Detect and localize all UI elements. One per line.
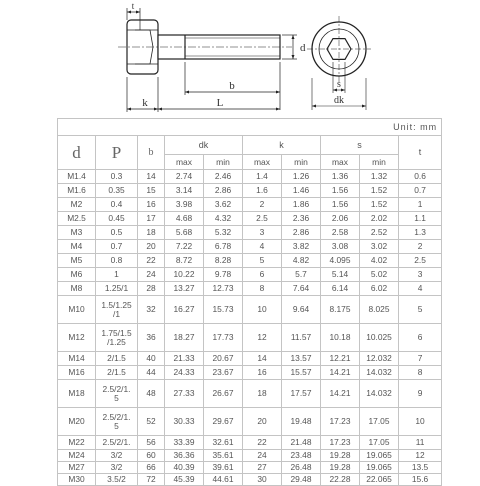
cell-k-min: 9.64 [282,296,321,324]
cell-k-max: 6 [243,268,282,282]
cell-k-max: 22 [243,436,282,450]
cell-P: 2.5/2/1. [96,436,138,450]
cell-dk-max: 16.27 [165,296,204,324]
cell-t: 13.5 [399,462,442,474]
cell-b: 20 [138,240,165,254]
cell-k-max: 14 [243,352,282,366]
header-s-min: min [360,155,399,170]
cell-dk-max: 3.14 [165,184,204,198]
cell-k-min: 2.36 [282,212,321,226]
cell-k-min: 26.48 [282,462,321,474]
label-L: L [216,97,224,109]
cell-dk-min: 2.86 [204,184,243,198]
table-row [58,380,442,408]
cell-P: 0.8 [96,254,138,268]
table-row [58,240,442,254]
unit-row [58,119,442,136]
cell-s-min: 14.032 [360,380,399,408]
cell-k-min: 1.26 [282,170,321,184]
cell-s-max: 1.56 [321,184,360,198]
cell-s-max: 1.56 [321,198,360,212]
cell-k-max: 5 [243,254,282,268]
cell-k-min: 17.57 [282,380,321,408]
cell-k-min: 3.82 [282,240,321,254]
cell-P: 2/1.5 [96,352,138,366]
cell-b: 36 [138,324,165,352]
header-row-groups [58,136,442,155]
cell-d: M8 [58,282,96,296]
cell-P: 2.5/2/1. 5 [96,408,138,436]
cell-s-min: 2.52 [360,226,399,240]
cell-t: 1 [399,198,442,212]
cell-d: M18 [58,380,96,408]
cell-dk-max: 7.22 [165,240,204,254]
cell-d: M1.6 [58,184,96,198]
cell-s-max: 17.23 [321,436,360,450]
cell-s-min: 12.032 [360,352,399,366]
cell-P: 0.35 [96,184,138,198]
cell-s-max: 14.21 [321,380,360,408]
header-dk-min: min [204,155,243,170]
cell-k-max: 3 [243,226,282,240]
cell-dk-max: 30.33 [165,408,204,436]
cell-dk-max: 33.39 [165,436,204,450]
cell-s-max: 2.06 [321,212,360,226]
cell-t: 1.1 [399,212,442,226]
cell-dk-min: 6.78 [204,240,243,254]
cell-k-min: 5.7 [282,268,321,282]
cell-b: 44 [138,366,165,380]
header-s-max: max [321,155,360,170]
table-row [58,296,442,324]
cell-s-min: 4.02 [360,254,399,268]
cell-t: 12 [399,450,442,462]
table-row [58,254,442,268]
table-row [58,198,442,212]
cell-s-min: 22.065 [360,474,399,486]
cell-s-min: 17.05 [360,436,399,450]
cell-s-min: 1.52 [360,184,399,198]
cell-d: M20 [58,408,96,436]
cell-dk-min: 39.61 [204,462,243,474]
cell-k-max: 1.6 [243,184,282,198]
label-s: s [337,79,341,90]
cell-dk-min: 9.78 [204,268,243,282]
cell-b: 15 [138,184,165,198]
cell-s-max: 3.08 [321,240,360,254]
label-b: b [229,80,235,92]
table-row [58,324,442,352]
cell-k-max: 10 [243,296,282,324]
cell-b: 28 [138,282,165,296]
cell-s-max: 6.14 [321,282,360,296]
cell-P: 0.4 [96,198,138,212]
cell-dk-min: 35.61 [204,450,243,462]
cell-d: M6 [58,268,96,282]
cell-k-max: 27 [243,462,282,474]
cell-s-max: 22.28 [321,474,360,486]
label-t: t [131,1,135,11]
cell-P: 0.45 [96,212,138,226]
header-k-max: max [243,155,282,170]
cell-s-min: 19.065 [360,450,399,462]
cell-k-max: 18 [243,380,282,408]
cell-t: 10 [399,408,442,436]
cell-s-min: 19.065 [360,462,399,474]
cell-P: 1.75/1.5 /1.25 [96,324,138,352]
cell-dk-min: 32.61 [204,436,243,450]
cell-k-min: 19.48 [282,408,321,436]
cell-b: 72 [138,474,165,486]
cell-t: 15.6 [399,474,442,486]
screw-drawing [0,0,480,118]
cell-d: M4 [58,240,96,254]
cell-d: M16 [58,366,96,380]
cell-t: 11 [399,436,442,450]
cell-dk-min: 26.67 [204,380,243,408]
cell-dk-min: 5.32 [204,226,243,240]
cell-k-min: 23.48 [282,450,321,462]
cell-s-max: 8.175 [321,296,360,324]
cell-P: 0.5 [96,226,138,240]
cell-dk-min: 2.46 [204,170,243,184]
cell-d: M2.5 [58,212,96,226]
cell-dk-max: 18.27 [165,324,204,352]
cell-k-max: 2 [243,198,282,212]
cell-k-min: 7.64 [282,282,321,296]
cell-b: 14 [138,170,165,184]
cell-dk-min: 4.32 [204,212,243,226]
table-row [58,366,442,380]
cell-d: M2 [58,198,96,212]
cell-dk-max: 21.33 [165,352,204,366]
cell-t: 9 [399,380,442,408]
cell-dk-min: 3.62 [204,198,243,212]
cell-b: 22 [138,254,165,268]
cell-k-min: 15.57 [282,366,321,380]
cell-s-min: 14.032 [360,366,399,380]
cell-dk-min: 29.67 [204,408,243,436]
table-row [58,226,442,240]
cell-dk-max: 8.72 [165,254,204,268]
cell-d: M5 [58,254,96,268]
cell-t: 1.3 [399,226,442,240]
cell-s-min: 10.025 [360,324,399,352]
header-k-min: min [282,155,321,170]
cell-dk-max: 45.39 [165,474,204,486]
cell-dk-max: 27.33 [165,380,204,408]
cell-t: 0.7 [399,184,442,198]
cell-s-max: 17.23 [321,408,360,436]
cell-t: 4 [399,282,442,296]
cell-k-min: 21.48 [282,436,321,450]
cell-s-min: 6.02 [360,282,399,296]
cell-dk-max: 36.36 [165,450,204,462]
cell-dk-max: 2.74 [165,170,204,184]
header-dk: dk [165,136,243,155]
cell-b: 48 [138,380,165,408]
cell-P: 3/2 [96,450,138,462]
cell-s-min: 17.05 [360,408,399,436]
cell-k-min: 13.57 [282,352,321,366]
cell-k-min: 4.82 [282,254,321,268]
cell-dk-max: 24.33 [165,366,204,380]
cell-b: 18 [138,226,165,240]
cell-s-min: 8.025 [360,296,399,324]
header-k: k [243,136,321,155]
cell-s-max: 19.28 [321,450,360,462]
cell-d: M22 [58,436,96,450]
table-row [58,212,442,226]
cell-d: M30 [58,474,96,486]
cell-k-min: 11.57 [282,324,321,352]
cell-b: 17 [138,212,165,226]
cell-P: 2/1.5 [96,366,138,380]
cell-dk-min: 17.73 [204,324,243,352]
cell-dk-min: 44.61 [204,474,243,486]
cell-k-max: 2.5 [243,212,282,226]
cell-b: 60 [138,450,165,462]
cell-s-max: 1.36 [321,170,360,184]
label-k: k [142,97,148,109]
cell-dk-max: 40.39 [165,462,204,474]
header-P: P [96,136,138,170]
label-dk: dk [334,95,344,106]
cell-b: 32 [138,296,165,324]
cell-s-max: 19.28 [321,462,360,474]
cell-s-max: 4.095 [321,254,360,268]
cell-dk-max: 5.68 [165,226,204,240]
cell-t: 3 [399,268,442,282]
cell-t: 2 [399,240,442,254]
cell-t: 8 [399,366,442,380]
cell-k-min: 1.86 [282,198,321,212]
cell-k-max: 20 [243,408,282,436]
table-row [58,170,442,184]
cell-dk-max: 4.68 [165,212,204,226]
cell-P: 2.5/2/1. 5 [96,380,138,408]
header-b: b [138,136,165,170]
table-row [58,462,442,474]
cell-P: 3.5/2 [96,474,138,486]
cell-k-max: 1.4 [243,170,282,184]
cell-P: 1.5/1.25 /1 [96,296,138,324]
cell-k-min: 1.46 [282,184,321,198]
cell-k-max: 16 [243,366,282,380]
cell-s-min: 2.02 [360,212,399,226]
cell-d: M27 [58,462,96,474]
table-row [58,282,442,296]
cell-k-max: 24 [243,450,282,462]
cell-t: 0.6 [399,170,442,184]
cell-b: 52 [138,408,165,436]
table-row [58,268,442,282]
cell-d: M12 [58,324,96,352]
cell-s-min: 3.02 [360,240,399,254]
cell-dk-min: 12.73 [204,282,243,296]
header-s: s [321,136,399,155]
cell-P: 1.25/1 [96,282,138,296]
cell-b: 16 [138,198,165,212]
cell-k-max: 30 [243,474,282,486]
cell-k-min: 29.48 [282,474,321,486]
table-row [58,450,442,462]
unit-label: Unit: mm [58,119,442,136]
cell-t: 7 [399,352,442,366]
cell-s-max: 10.18 [321,324,360,352]
label-d: d [300,42,306,54]
cell-dk-max: 13.27 [165,282,204,296]
cell-k-min: 2.86 [282,226,321,240]
table-row [58,184,442,198]
spec-table [57,118,442,486]
cell-d: M14 [58,352,96,366]
cell-k-max: 4 [243,240,282,254]
cell-t: 6 [399,324,442,352]
cell-d: M1.4 [58,170,96,184]
cell-P: 3/2 [96,462,138,474]
cell-d: M10 [58,296,96,324]
table-row [58,352,442,366]
cell-k-max: 12 [243,324,282,352]
cell-s-min: 1.52 [360,198,399,212]
cell-s-min: 1.32 [360,170,399,184]
cell-t: 5 [399,296,442,324]
cell-b: 24 [138,268,165,282]
cell-s-max: 2.58 [321,226,360,240]
cell-P: 1 [96,268,138,282]
cell-dk-max: 3.98 [165,198,204,212]
cell-s-max: 14.21 [321,366,360,380]
cell-s-min: 5.02 [360,268,399,282]
cell-dk-min: 15.73 [204,296,243,324]
cell-s-max: 12.21 [321,352,360,366]
cell-k-max: 8 [243,282,282,296]
cell-P: 0.3 [96,170,138,184]
cell-b: 66 [138,462,165,474]
cell-d: M3 [58,226,96,240]
header-d: d [58,136,96,170]
cell-dk-min: 23.67 [204,366,243,380]
cell-d: M24 [58,450,96,462]
cell-dk-min: 20.67 [204,352,243,366]
cell-dk-min: 8.28 [204,254,243,268]
cell-s-max: 5.14 [321,268,360,282]
cell-dk-max: 10.22 [165,268,204,282]
table-row [58,436,442,450]
table-row [58,408,442,436]
cell-b: 56 [138,436,165,450]
cell-P: 0.7 [96,240,138,254]
header-t: t [399,136,442,170]
cell-b: 40 [138,352,165,366]
cell-t: 2.5 [399,254,442,268]
header-dk-max: max [165,155,204,170]
